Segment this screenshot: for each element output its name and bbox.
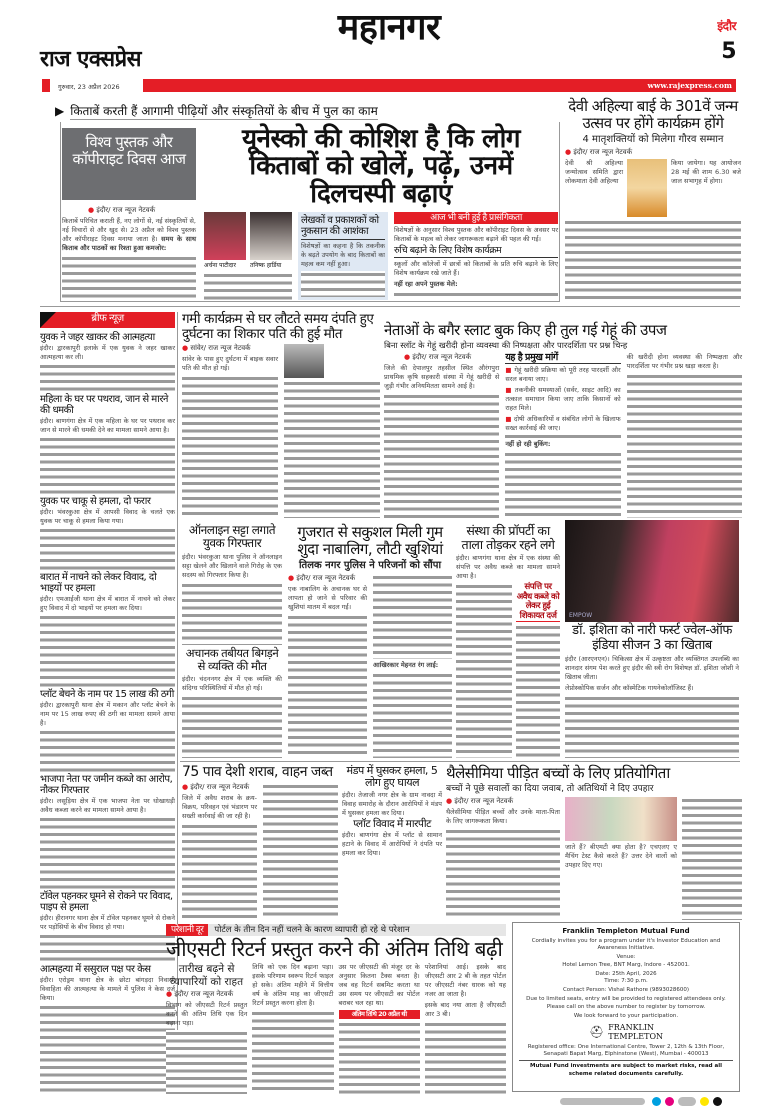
text-column xyxy=(373,672,452,758)
byline: ● इंदौर/ राज न्यूज नेटवर्क xyxy=(166,990,247,999)
divider xyxy=(180,761,740,762)
gujarat-headline: गुजरात से सकुशल मिली गुम शुदा नाबालिग, लौटी खुशियां xyxy=(297,523,443,558)
text-column xyxy=(288,614,367,758)
page-number: 5 xyxy=(721,39,736,64)
wheat-text: जिले की देपालपुर तहसील स्थित औरंगपुरा प्राथमिक कृषि सहकारी संस्था में गेहूं खरीदी से जुड़ी गंभीर अनियमितता सामने आई है। xyxy=(384,363,500,390)
gst-kicker-bar xyxy=(166,924,506,936)
section-title: महानगर xyxy=(337,7,441,48)
brief-header: ब्रीफ न्यूज़ xyxy=(40,312,175,328)
brief-item-title: बारात में नाचने को लेकर विवाद, दो भाइयों पर हमला xyxy=(40,571,157,595)
gami-photo xyxy=(284,344,324,378)
gujarat-subhead: तिलक नगर पुलिस ने परिजनों को सौंपा xyxy=(298,559,442,571)
top-main-column xyxy=(204,126,558,300)
sidebar-box: लेखकों व प्रकाशकों को नुकसान की आशंका विशेषज्ञों का कहना है कि तकनीक के बढ़ते उपयोग के बाद किताबों का महत्व कम नहीं हुआ। xyxy=(298,212,388,300)
gujarat-story xyxy=(288,524,452,758)
franklin-logo: ⛑ FRANKLIN TEMPLETON xyxy=(588,1023,664,1042)
thal-text: जाते हैं? बीएमटी क्या होता है? एचएलए ए मैचिंग टेस्ट कैसे करते हैं? उत्तर देने वालों को उपहार दिए गए। xyxy=(565,842,677,869)
divider xyxy=(40,306,740,307)
thal-photo xyxy=(565,797,677,841)
byline: ● इंदौर/ राज न्यूज नेटवर्क xyxy=(88,206,196,215)
section-inline: नहीं रहा अपने पुस्तक मेले: xyxy=(394,279,458,288)
website-url[interactable]: www.rajexpress.com xyxy=(647,81,732,90)
sanstha-story xyxy=(456,524,560,758)
kicker: ▶ किताबें करती हैं आगामी पीढ़ियों और संस्कृतियों के बीच में पुल का काम xyxy=(55,104,560,120)
gst-text: उस पर जीएसटी की मंजूर दर के अनुसार कितना टैक्स बनता है। जब वह रिटर्न सबमिट करता था उस समय पर जीएसटी का पोर्टल बराबर चल रहा था। xyxy=(338,963,420,1008)
byline: ● इंदौर/ राज न्यूज नेटवर्क xyxy=(182,783,257,792)
registration-bar xyxy=(560,1098,645,1105)
gami-headline: गमी कार्यक्रम से घर लौटते समय दंपति हुए दुर्घटना का शिकार पति की हुई मौत xyxy=(182,311,374,343)
gst-box-title: अंतिम तिथि 20 अप्रैल थी xyxy=(339,1010,420,1019)
brief-list xyxy=(40,332,175,1092)
byline: ● इंदौर/ राज न्यूज नेटवर्क xyxy=(565,148,741,157)
red-block xyxy=(42,79,50,92)
liquor-text: जिले में अवैध शराब के क्रय-विक्रय, परिवहन एवं भंडारण पर सख्ती कार्रवाई की जा रही है। xyxy=(182,793,257,820)
gst-subhead: तारीख बढ़ने से व्यापारियों को राहत xyxy=(170,963,244,988)
text-column xyxy=(627,373,742,518)
color-dot xyxy=(700,1097,709,1106)
gst-story xyxy=(166,924,506,1094)
top-headline: यूनेस्को की कोशिश है कि लोग किताबों को खोलें, पढ़ें, उनमें दिलचस्पी बढ़ाएं xyxy=(241,124,521,209)
brief-item-text: इंदौर। द्वारकापुरी थाना क्षेत्र में मकान और प्लॉट बेचने के नाम पर 15 लाख रुपए की ठगी का मामला सामने आया है। xyxy=(40,701,175,727)
text-column xyxy=(456,583,512,758)
photo-caption: तनिष्क हार्डिया xyxy=(250,261,282,269)
brief-item-title: आत्महत्या में ससुराल पक्ष पर केस xyxy=(40,963,151,975)
color-dot xyxy=(678,1097,696,1106)
ishita-text: लेप्रोस्कोपिक सर्जन और कॉस्मेटिक गायनेकोलॉजिस्ट हैं। xyxy=(565,684,694,693)
paper-name: राज एक्सप्रेस xyxy=(40,47,141,72)
gami-story xyxy=(182,312,380,518)
photo-archana xyxy=(204,212,246,260)
red-banner: आज भी बनी हुई है प्रासंगिकता xyxy=(394,212,558,224)
divider xyxy=(505,435,620,438)
color-registration-dots xyxy=(652,1097,722,1106)
brief-item-title: युवक पर चाकू से हमला, दो फरार xyxy=(40,495,151,507)
online-text: इंदौर। भंवरकुआ थाना पुलिस ने ऑनलाइन सट्टा खेलने और खिलाने वाले गिरोह के एक सदस्य को गिरफ्तार किया है। xyxy=(182,552,282,579)
text-column xyxy=(505,451,620,518)
text-column xyxy=(263,783,338,919)
text-column xyxy=(182,375,278,518)
sanstha-text: इंदौर। बाणगंगा थाना क्षेत्र में एक संस्था की संपत्ति पर अवैध कब्जे का मामला सामने आया है। xyxy=(456,554,560,580)
text-column xyxy=(252,1010,333,1094)
ahilya-portrait xyxy=(627,159,667,217)
brief-item-text: इंदौर। एमआईजी थाना क्षेत्र में बारात में नाचने को लेकर हुए विवाद में दो भाइयों पर हमला कर दिया। xyxy=(40,595,175,613)
byline: ● सांवेर/ राज न्यूज नेटवर्क xyxy=(182,344,278,353)
plot-text: इंदौर। बाणगंगा क्षेत्र में प्लॉट से सामान हटाने के विवाद में आरोपियों ने दंपति पर हमला कर दिया। xyxy=(342,831,442,858)
text-column xyxy=(339,1021,420,1094)
byline: ● इंदौर/ राज न्यूज नेटवर्क xyxy=(446,797,560,806)
brief-item-text: इंदौर। भंवरकुआ क्षेत्र में आपसी विवाद के चलते एक युवक पर चाकू से हमला किया गया। xyxy=(40,507,175,525)
brief-item-title: युवक ने जहर खाकर की आत्महत्या xyxy=(40,332,155,343)
gst-kicker: पोर्टल के तीन दिन नहीं चलने के कारण व्यापारी हो रहे थे परेशान xyxy=(214,924,410,935)
demands-title: यह है प्रमुख मांगें xyxy=(505,353,620,365)
gst-text: परेशानियां आई। इसके बाद जीएसटी आर 2 बी के तहत पोर्टल पर जीएसटी नंबर धारक को यह नजर आ जाता है। xyxy=(424,963,506,999)
text-column xyxy=(394,291,558,300)
wheat-text: की खरीदी होना व्यवस्था की निष्पक्षता और पारदर्शिता पर गंभीर प्रश्न खड़ा करता है। xyxy=(626,352,742,370)
franklin-ad[interactable]: Franklin Templeton Mutual Fund Cordially invites you for a program under it's Investor Education and Awareness Initiative. Venue: Hotel Lemon Tree, BNT Marg, Indore - 452001. Date: 25th April, 2026 Time: 7:30 p.m. Contact Person: Vishal Rathore (9893028600) Due to limited seats, entry will be provided to registered attendees only. Please call on the above number to register by tomorrow. We look forward to your participation. ⛑ FRANKLIN TEMPLETON Registered office: One International Centre, Tower 2, 12th & 13th Floor, Senapati Bapat Marg, Elphinstone (West), Mumbai - 400013 Mutual Fund investments are subject to market risks, read all scheme related documents carefully. xyxy=(512,922,740,1092)
city-label: इंदौर xyxy=(717,19,736,33)
ahilya-subhead: 4 मातृशक्तियों को मिलेगा गौरव सम्मान xyxy=(582,133,724,145)
brief-item-text: इंदौर। द्वारकापुरी इलाके में एक युवक ने जहर खाकर आत्महत्या कर ली। xyxy=(40,344,175,362)
section-text: स्कूलों और कॉलेजों में छात्रों को किताबों के प्रति रुचि बढ़ाने के लिए विशेष कार्यक्रम रखे जाते हैं। xyxy=(394,259,558,277)
text-column xyxy=(446,828,560,920)
text-column xyxy=(284,380,380,518)
gst-box-text: इसके बाद नया आता है जीएसटी आर 3 बी। xyxy=(424,1001,506,1019)
wheat-subhead: बिना स्लॉट के गेहूं खरीदी होना व्यवस्था की निष्पक्षता और पारदर्शिता पर प्रश्न चिन्ह xyxy=(384,339,628,350)
thal-subhead: बच्चों ने पूछे सवालों का दिया जवाब, तो अतिथियों ने दिए उपहार xyxy=(446,783,654,794)
ahilya-story xyxy=(565,98,741,302)
byline: ● इंदौर/ राज न्यूज नेटवर्क xyxy=(288,574,367,583)
ishita-story xyxy=(565,520,739,758)
brief-item-text: इंदौर। एरोड्रम थाना क्षेत्र के छोटा बांगड़दा निवासी विवाहिता की आत्महत्या के मामले में पुलिस ने केस दर्ज किया। xyxy=(40,975,175,1002)
liquor-headline: 75 पाव देशी शराब, वाहन जब्त xyxy=(182,764,333,780)
brief-item-title: टॉवेल पहनकर घूमने से रोकने पर विवाद, पाइप से हमला xyxy=(40,890,173,914)
achanak-headline: अचानक तबीयत बिगड़ने से व्यक्ति की मौत xyxy=(185,646,279,673)
online-achanak-column xyxy=(182,524,282,758)
achanak-text: इंदौर। चंदननगर क्षेत्र में एक व्यक्ति की संदिग्ध परिस्थितियों में मौत हो गई। xyxy=(182,674,282,692)
text-column xyxy=(565,219,741,302)
top-left-column xyxy=(62,128,196,298)
gst-text: तिथि को एक दिन बढ़ाना पड़ा। इसके परिणाम स्वरूप रिटर्न फाइल हो सके। अंतिम महीने में वित्तीय वर्ष के अंतिम माह का जीएसटी रिटर्न प्रस्तुत करना होता है। xyxy=(252,963,334,1008)
gst-headline: जीएसटी रिटर्न प्रस्तुत करने की अंतिम तिथि बढ़ी xyxy=(166,937,503,962)
brief-item-text: इंदौर। लसूड़िया क्षेत्र में एक भाजपा नेता पर धोखाधड़ी अवैध कब्जा करने का मामला सामने आया है। xyxy=(40,797,175,815)
arrow-icon: ▶ xyxy=(55,104,65,118)
ishita-headline: डॉ. इशिता को नारी फर्स्ट ज्वेल-ऑफ इंडिया सीजन 3 का खिताब xyxy=(572,623,732,653)
gujarat-text: एक नाबालिग के अचानक घर से लापता हो जाने से परिवार की खुशियां मातम में बदल गईं। xyxy=(288,584,367,611)
color-dot xyxy=(652,1097,661,1106)
brief-item-text: इंदौर। बाणगंगा क्षेत्र में एक महिला के घर पर पथराव कर जान से मारने की धमकी देने का मामला सामने आया है। xyxy=(40,416,175,434)
ahilya-headline: देवी अहिल्या बाई के 301वें जन्म उत्सव पर होंगे कार्यक्रम होंगे xyxy=(568,97,738,132)
gst-tag: परेशानी दूर xyxy=(166,924,208,936)
text-column xyxy=(373,574,452,660)
thal-headline: थैलेसीमिया पीड़ित बच्चों के लिए प्रतियोगिता xyxy=(446,764,670,782)
demand-item: ■ गेहूं खरीदी प्रक्रिया को पूरी तरह पारदर्शी और सरल बनाया जाए। xyxy=(505,366,621,384)
ishita-text: इंदौर (आरएनएन)। चिकित्सा क्षेत्र में उत्कृष्टता और व्यक्तिगत उपलब्धि का शानदार संगम पेश करते हुए इंदौर की स्त्री रोग विशेषज्ञ डॉ. इशिता जोशी ने खिताब जीता। xyxy=(565,655,739,682)
text-column xyxy=(182,582,282,645)
brief-item-title: महिला के घर पर पथराव, जान से मारने की धमकी xyxy=(40,393,168,416)
section-subhead: रुचि बढ़ाने के लिए विशेष कार्यक्रम xyxy=(394,246,558,258)
mandap-text: इंदौर। तेजाजी नगर क्षेत्र के ग्राम नावदा में विवाह समारोह के दौरान आरोपियों ने मंडप में घुसकर हमला कर दिया। xyxy=(342,790,442,817)
text-column xyxy=(565,695,739,758)
text-column xyxy=(384,393,499,518)
photo-tanishk xyxy=(250,212,292,260)
gujarat-inline: आखिरकार मेहनत रंग लाई: xyxy=(373,661,439,670)
text-column xyxy=(204,272,292,300)
brief-item-title: प्लॉट बेचने के नाम पर 15 लाख की ठगी xyxy=(40,688,174,700)
wheat-inline: नहीं हो रही बुकिंग: xyxy=(505,440,551,449)
color-dot xyxy=(665,1097,674,1106)
ahilya-text: किया जायेगा। यह आयोजन 28 मई की शाम 6.30 बजे जाल सभागृह में होगा। xyxy=(671,158,741,185)
ishita-photo: EMPOW xyxy=(565,520,739,622)
color-dot xyxy=(713,1097,722,1106)
thal-story xyxy=(446,765,742,920)
thal-text: थैलेसीमिया पीड़ित बच्चों और उनके माता-पिता के लिए जागरूकता किया। xyxy=(446,807,560,825)
text-column xyxy=(425,1021,506,1094)
plot-headline: प्लॉट विवाद में मारपीट xyxy=(353,817,431,830)
brief-item-text: इंदौर। हीरानगर थाना क्षेत्र में टॉवेल पहनकर घूमने से रोकने पर पड़ोसियों के बीच विवाद हो गया। xyxy=(40,914,175,932)
issue-date: गुरुवार, 23 अप्रैल 2026 xyxy=(58,83,120,91)
text-column xyxy=(516,624,560,758)
wheat-headline: नेताओं के बगैर स्लाट बुक किए ही तुल गई गेहूं की उपज xyxy=(384,321,667,339)
gami-text: सांवेर के पास हुए दुर्घटना में बाइक सवार पति की मौत हो गई। xyxy=(182,355,278,373)
pull-quote: संपत्ति पर अवैध कब्जे को लेकर हुई शिकायत दर्ज xyxy=(516,582,560,621)
text-column xyxy=(182,695,282,758)
red-banner-text: विशेषज्ञों के अनुसार विश्व पुस्तक और कॉपीराइट दिवस के अवसर पर किताबों के महत्व को लेकर जागरूकता बढ़ाने की पहल की गई। xyxy=(394,225,558,243)
liquor-story xyxy=(182,765,338,919)
brief-item-title: भाजपा नेता पर जमीन कब्जे का आरोप, नौकर गिरफ्तार xyxy=(40,774,173,797)
top-lede: किताबें परिचित कराती हैं, नए लोगों से, नई संस्कृतियों से, नई विचारों से और खुद से। 23 अप्रैल को विश्व पुस्तक और कॉपीराइट दिवस मनाया जाता है। समय के साथ किताब और पाठकों का रिश्ता हुआ कमजोर: xyxy=(62,217,196,252)
ahilya-text: देवी श्री अहिल्या जन्मोत्सव समिति द्वारा लोकमाता देवी अहिल्या xyxy=(565,158,623,185)
mandap-headline: मंडप में घुसकर हमला, 5 लोग हुए घायल xyxy=(346,764,438,790)
text-column xyxy=(182,823,257,919)
demand-item: ■ दोषी अधिकारियों व संबंधित लोगों के खिलाफ सख्त कार्रवाई की जाए। xyxy=(505,415,621,433)
sanstha-headline: संस्था की प्रॉपर्टी का ताला तोड़कर रहने लगे xyxy=(461,523,555,552)
byline: ● इंदौर/ राज न्यूज नेटवर्क xyxy=(404,353,499,362)
text-column xyxy=(166,1030,247,1094)
mandap-story xyxy=(342,765,442,920)
photo-caption: अर्चना पाटीदार xyxy=(204,261,236,269)
online-headline: ऑनलाइन सट्टा लगाते युवक गिरफ्तार xyxy=(188,523,276,551)
gst-text: विभाग को जीएसटी रिटर्न प्रस्तुत करने की अंतिम तिथि एक दिन बढ़ाना पड़ा। xyxy=(166,1001,248,1028)
wheat-story xyxy=(384,322,742,518)
photo-column xyxy=(204,212,292,300)
helmet-icon: ⛑ xyxy=(588,1025,605,1040)
text-column xyxy=(682,797,742,920)
demand-item: ■ तकनीकी समस्याओं (सर्वर, साइट आदि) का तत्काल समाधान किया जाए ताकि किसानों को राहत मिले। xyxy=(505,386,621,413)
day-box: विश्व पुस्तक और कॉपीराइट दिवस आज xyxy=(62,128,196,200)
red-column xyxy=(394,212,558,300)
